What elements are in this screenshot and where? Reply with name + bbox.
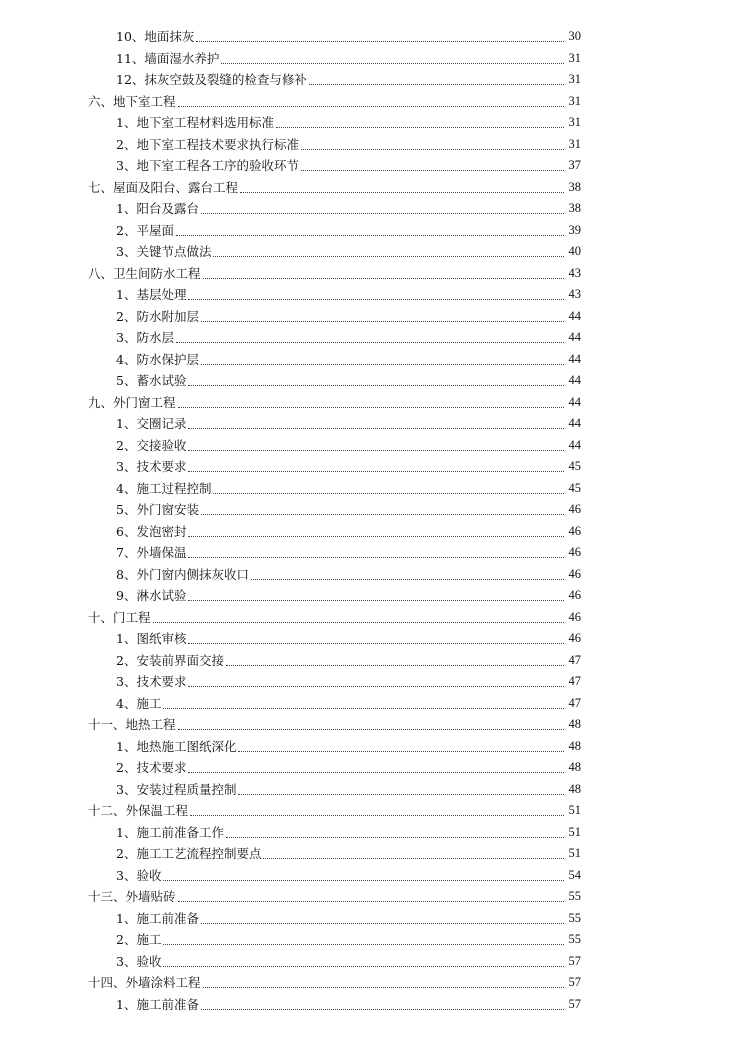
toc-section-entry[interactable] bbox=[0, 521, 744, 543]
toc-leader-dots bbox=[163, 708, 564, 709]
toc-entry-title: 3、地下室工程各工序的验收环节 bbox=[116, 158, 299, 173]
toc-section-entry[interactable] bbox=[0, 370, 744, 392]
toc-entry-title: 4、防水保护层 bbox=[116, 351, 199, 367]
toc-entry-title: 3、验收 bbox=[116, 867, 162, 883]
toc-section-entry[interactable] bbox=[0, 757, 744, 779]
toc-entry-title: 1、地下室工程材料选用标准 bbox=[116, 115, 274, 130]
toc-section-entry[interactable] bbox=[0, 929, 744, 951]
toc-entry-page: 46 bbox=[568, 588, 581, 602]
toc-section-entry[interactable] bbox=[0, 865, 744, 887]
toc-section-entry[interactable] bbox=[0, 306, 744, 328]
toc-entry-title: 12、抹灰空鼓及裂缝的检查与修补 bbox=[116, 72, 307, 87]
toc-entry-title: 十四、外墙涂料工程 bbox=[88, 975, 201, 990]
toc-section-entry[interactable] bbox=[0, 413, 744, 435]
toc-leader-dots bbox=[203, 278, 564, 279]
toc-entry-title: 3、验收 bbox=[116, 953, 162, 969]
toc-section-entry[interactable] bbox=[0, 628, 744, 650]
toc-entry-page: 44 bbox=[568, 437, 581, 452]
toc-leader-dots bbox=[188, 686, 564, 687]
toc-leader-dots bbox=[240, 192, 564, 193]
toc-entry-page: 48 bbox=[568, 717, 581, 731]
toc-section-entry[interactable] bbox=[0, 112, 744, 134]
toc-chapter-entry[interactable] bbox=[0, 392, 744, 414]
toc-leader-dots bbox=[251, 579, 564, 580]
toc-entry-page: 57 bbox=[568, 953, 581, 968]
toc-section-entry[interactable] bbox=[0, 650, 744, 672]
toc-leader-dots bbox=[163, 880, 564, 881]
toc-entry-title: 1、施工前准备工作 bbox=[116, 824, 224, 840]
toc-leader-dots bbox=[196, 41, 564, 42]
toc-entry-page: 40 bbox=[568, 244, 581, 258]
toc-entry-page: 46 bbox=[568, 523, 581, 538]
toc-leader-dots bbox=[188, 643, 564, 644]
toc-leader-dots bbox=[309, 84, 564, 85]
toc-entry-title: 1、基层处理 bbox=[116, 287, 187, 302]
toc-entry-page: 44 bbox=[568, 394, 581, 409]
toc-section-entry[interactable] bbox=[0, 693, 744, 715]
toc-section-entry[interactable] bbox=[0, 779, 744, 801]
toc-section-entry[interactable] bbox=[0, 327, 744, 349]
toc-leader-dots bbox=[190, 815, 564, 816]
toc-entry-title: 3、防水层 bbox=[116, 330, 174, 345]
toc-leader-dots bbox=[201, 213, 564, 214]
toc-leader-dots bbox=[201, 1009, 564, 1010]
toc-leader-dots bbox=[178, 901, 564, 902]
toc-section-entry[interactable] bbox=[0, 134, 744, 156]
toc-entry-page: 55 bbox=[568, 889, 581, 903]
toc-leader-dots bbox=[188, 772, 564, 773]
toc-entry-title: 十三、外墙贴砖 bbox=[88, 889, 176, 904]
toc-entry-title: 2、地下室工程技术要求执行标准 bbox=[116, 136, 299, 152]
toc-leader-dots bbox=[176, 342, 564, 343]
toc-entry-page: 46 bbox=[568, 609, 581, 624]
toc-entry-title: 6、发泡密封 bbox=[116, 523, 187, 539]
toc-entry-title: 十二、外保温工程 bbox=[88, 803, 189, 818]
toc-entry-title: 2、施工 bbox=[116, 932, 162, 947]
toc-entry-page: 48 bbox=[568, 738, 581, 753]
toc-entry-page: 47 bbox=[568, 652, 581, 667]
toc-entry-title: 七、屋面及阳台、露台工程 bbox=[88, 179, 239, 195]
toc-entry-page: 39 bbox=[568, 222, 581, 237]
toc-section-entry[interactable] bbox=[0, 155, 744, 177]
toc-entry-title: 9、淋水试验 bbox=[116, 588, 187, 603]
toc-leader-dots bbox=[178, 407, 564, 408]
toc-entry-page: 46 bbox=[568, 545, 581, 559]
toc-entry-page: 48 bbox=[568, 760, 581, 774]
toc-section-entry[interactable] bbox=[0, 69, 744, 91]
toc-leader-dots bbox=[188, 385, 564, 386]
toc-section-entry[interactable] bbox=[0, 284, 744, 306]
toc-chapter-entry[interactable] bbox=[0, 972, 744, 994]
toc-entry-title: 5、外门窗安装 bbox=[116, 502, 199, 517]
toc-section-entry[interactable] bbox=[0, 951, 744, 973]
toc-leader-dots bbox=[188, 536, 564, 537]
toc-entry-page: 31 bbox=[568, 93, 581, 108]
toc-section-entry[interactable] bbox=[0, 671, 744, 693]
toc-chapter-entry[interactable] bbox=[0, 263, 744, 285]
toc-section-entry[interactable] bbox=[0, 435, 744, 457]
toc-leader-dots bbox=[178, 106, 564, 107]
toc-leader-dots bbox=[213, 256, 564, 257]
toc-leader-dots bbox=[188, 600, 564, 601]
toc-leader-dots bbox=[226, 837, 564, 838]
toc-section-entry[interactable] bbox=[0, 220, 744, 242]
toc-section-entry[interactable] bbox=[0, 908, 744, 930]
toc-entry-page: 47 bbox=[568, 674, 581, 688]
toc-leader-dots bbox=[201, 923, 564, 924]
toc-leader-dots bbox=[213, 493, 564, 494]
toc-entry-title: 2、技术要求 bbox=[116, 760, 187, 775]
toc-leader-dots bbox=[301, 170, 564, 171]
toc-section-entry[interactable] bbox=[0, 843, 744, 865]
toc-entry-page: 57 bbox=[568, 996, 581, 1011]
toc-entry-page: 45 bbox=[568, 480, 581, 495]
toc-entry-title: 1、施工前准备 bbox=[116, 996, 199, 1012]
toc-chapter-entry[interactable] bbox=[0, 91, 744, 113]
toc-entry-title: 2、交接验收 bbox=[116, 437, 187, 453]
toc-section-entry[interactable] bbox=[0, 822, 744, 844]
toc-section-entry[interactable] bbox=[0, 478, 744, 500]
toc-entry-page: 44 bbox=[568, 351, 581, 366]
toc-leader-dots bbox=[238, 794, 564, 795]
toc-entry-title: 3、技术要求 bbox=[116, 674, 187, 689]
toc-section-entry[interactable] bbox=[0, 241, 744, 263]
toc-entry-title: 十、门工程 bbox=[88, 609, 151, 625]
table-of-contents bbox=[0, 26, 744, 1015]
toc-leader-dots bbox=[153, 622, 564, 623]
toc-leader-dots bbox=[276, 127, 564, 128]
toc-entry-title: 1、阳台及露台 bbox=[116, 201, 199, 216]
toc-leader-dots bbox=[188, 299, 564, 300]
toc-entry-title: 1、图纸审核 bbox=[116, 631, 187, 646]
toc-entry-page: 44 bbox=[568, 308, 581, 323]
toc-entry-page: 55 bbox=[568, 910, 581, 925]
toc-entry-page: 37 bbox=[568, 158, 581, 172]
toc-entry-title: 5、蓄水试验 bbox=[116, 373, 187, 388]
toc-entry-page: 45 bbox=[568, 459, 581, 473]
toc-entry-page: 51 bbox=[568, 803, 581, 817]
toc-entry-page: 46 bbox=[568, 566, 581, 581]
toc-chapter-entry[interactable] bbox=[0, 714, 744, 736]
toc-entry-page: 43 bbox=[568, 265, 581, 280]
toc-entry-page: 31 bbox=[568, 72, 581, 86]
toc-entry-title: 4、施工 bbox=[116, 695, 162, 711]
toc-entry-title: 2、平屋面 bbox=[116, 222, 174, 238]
toc-leader-dots bbox=[263, 858, 564, 859]
toc-entry-page: 38 bbox=[568, 179, 581, 194]
toc-entry-title: 3、关键节点做法 bbox=[116, 244, 212, 259]
toc-entry-page: 48 bbox=[568, 781, 581, 796]
toc-section-entry[interactable] bbox=[0, 198, 744, 220]
toc-entry-title: 4、施工过程控制 bbox=[116, 480, 212, 496]
toc-entry-title: 1、地热施工图纸深化 bbox=[116, 738, 237, 754]
toc-leader-dots bbox=[238, 751, 564, 752]
toc-entry-title: 11、墙面湿水养护 bbox=[116, 50, 220, 66]
toc-entry-page: 30 bbox=[568, 29, 581, 43]
toc-entry-page: 46 bbox=[568, 631, 581, 645]
toc-leader-dots bbox=[188, 450, 564, 451]
toc-entry-title: 7、外墙保温 bbox=[116, 545, 187, 560]
toc-chapter-entry[interactable] bbox=[0, 800, 744, 822]
toc-entry-title: 1、施工前准备 bbox=[116, 910, 199, 926]
toc-section-entry[interactable] bbox=[0, 48, 744, 70]
toc-entry-title: 2、防水附加层 bbox=[116, 308, 199, 324]
toc-leader-dots bbox=[201, 321, 564, 322]
toc-leader-dots bbox=[163, 966, 564, 967]
toc-entry-title: 3、技术要求 bbox=[116, 459, 187, 474]
toc-entry-title: 八、卫生间防水工程 bbox=[88, 265, 201, 281]
toc-entry-title: 3、安装过程质量控制 bbox=[116, 781, 237, 797]
toc-entry-title: 六、地下室工程 bbox=[88, 93, 176, 109]
toc-leader-dots bbox=[201, 514, 564, 515]
toc-entry-title: 九、外门窗工程 bbox=[88, 394, 176, 410]
toc-entry-page: 31 bbox=[568, 50, 581, 65]
toc-leader-dots bbox=[301, 149, 564, 150]
toc-entry-page: 43 bbox=[568, 287, 581, 301]
toc-entry-title: 10、地面抹灰 bbox=[116, 29, 195, 44]
toc-leader-dots bbox=[163, 944, 564, 945]
toc-entry-page: 44 bbox=[568, 330, 581, 344]
toc-section-entry[interactable] bbox=[0, 542, 744, 564]
toc-entry-title: 2、安装前界面交接 bbox=[116, 652, 224, 668]
toc-leader-dots bbox=[203, 987, 564, 988]
toc-leader-dots bbox=[221, 63, 564, 64]
toc-entry-page: 44 bbox=[568, 373, 581, 387]
toc-entry-title: 8、外门窗内侧抹灰收口 bbox=[116, 566, 249, 582]
toc-entry-page: 57 bbox=[568, 975, 581, 989]
toc-entry-page: 55 bbox=[568, 932, 581, 946]
toc-leader-dots bbox=[201, 364, 564, 365]
toc-entry-title: 2、施工工艺流程控制要点 bbox=[116, 846, 262, 861]
toc-entry-title: 十一、地热工程 bbox=[88, 717, 176, 732]
toc-section-entry[interactable] bbox=[0, 26, 744, 48]
toc-leader-dots bbox=[226, 665, 564, 666]
toc-entry-page: 31 bbox=[568, 136, 581, 151]
toc-section-entry[interactable] bbox=[0, 349, 744, 371]
toc-section-entry[interactable] bbox=[0, 585, 744, 607]
toc-section-entry[interactable] bbox=[0, 499, 744, 521]
toc-section-entry[interactable] bbox=[0, 564, 744, 586]
toc-entry-page: 44 bbox=[568, 416, 581, 430]
toc-section-entry[interactable] bbox=[0, 456, 744, 478]
toc-entry-page: 46 bbox=[568, 502, 581, 516]
toc-leader-dots bbox=[188, 471, 564, 472]
toc-section-entry[interactable] bbox=[0, 994, 744, 1016]
toc-entry-page: 31 bbox=[568, 115, 581, 129]
toc-entry-page: 54 bbox=[568, 867, 581, 882]
toc-leader-dots bbox=[178, 729, 564, 730]
toc-entry-page: 51 bbox=[568, 824, 581, 839]
toc-leader-dots bbox=[188, 557, 564, 558]
toc-leader-dots bbox=[176, 235, 564, 236]
toc-chapter-entry[interactable] bbox=[0, 607, 744, 629]
toc-entry-page: 38 bbox=[568, 201, 581, 215]
toc-chapter-entry[interactable] bbox=[0, 886, 744, 908]
toc-entry-page: 47 bbox=[568, 695, 581, 710]
toc-entry-title: 1、交圈记录 bbox=[116, 416, 187, 431]
toc-entry-page: 51 bbox=[568, 846, 581, 860]
toc-chapter-entry[interactable] bbox=[0, 177, 744, 199]
toc-leader-dots bbox=[188, 428, 564, 429]
toc-section-entry[interactable] bbox=[0, 736, 744, 758]
